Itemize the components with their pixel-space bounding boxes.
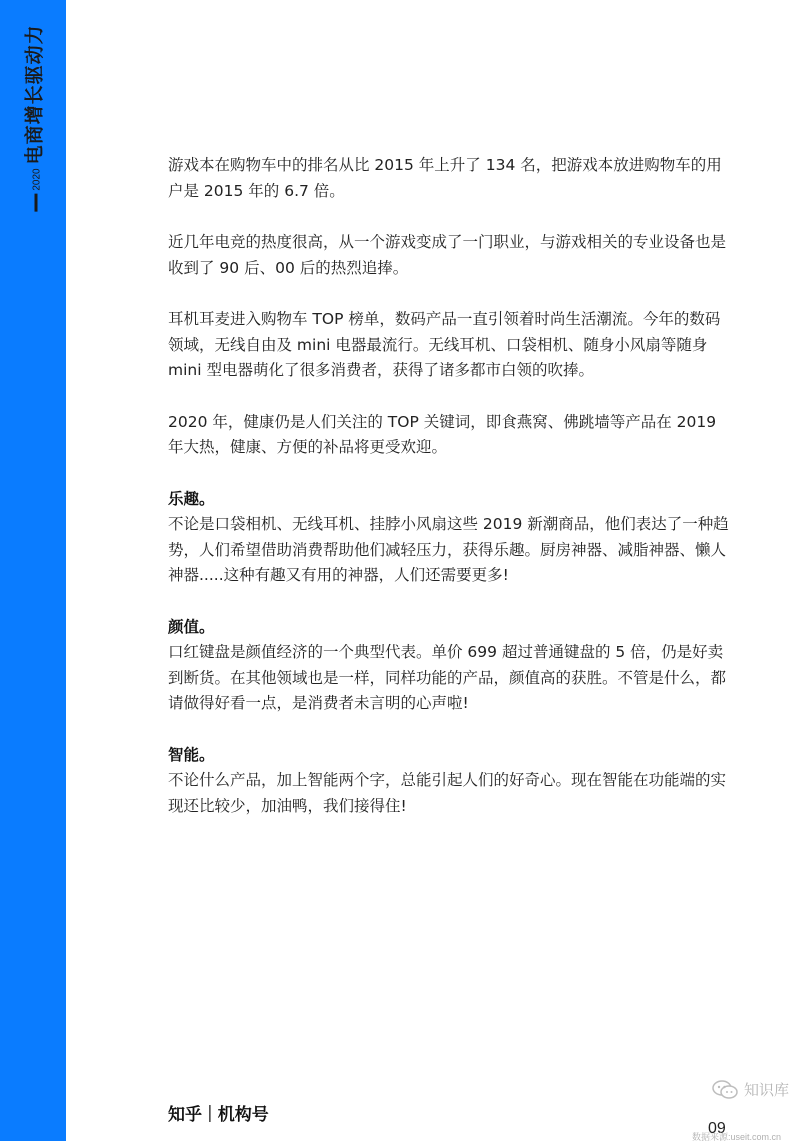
report-year: 2020: [31, 168, 43, 191]
paragraph-4: 2020 年，健康仍是人们关注的 TOP 关键词，即食燕窝、佛跳墙等产品在 2019 年大热，健康、方便的补品将更受欢迎。: [168, 412, 717, 456]
section-heading: 颜值。: [168, 617, 215, 636]
report-title: [20, 24, 47, 211]
section-body: 不论什么产品，加上智能两个字，总能引起人们的好奇心。现在智能在功能端的实现还比较少，加油鸭，我们接得住!: [168, 771, 727, 815]
main-content: [168, 153, 730, 845]
sidebar-band: [0, 0, 66, 1141]
paragraph-3: 耳机耳麦进入购物车 TOP 榜单，数码产品一直引领着时尚生活潮流。今年的数码领域，无线自由及 mini 电器最流行。无线耳机、口袋相机、随身小风扇等随身 mini 型电器萌化了很多消费者，获得了诸多都市白领的吹捧。: [168, 310, 721, 379]
section-body: 不论是口袋相机、无线耳机、挂脖小风扇这些 2019 新潮商品，他们表达了一种趋势，人们希望借助消费帮助他们减轻压力，获得乐趣。厨房神器、减脂神器、懒人神器.....这种有趣又有用的神器，人们还需要更多!: [168, 515, 729, 584]
section-smart: [168, 743, 730, 820]
watermark: [712, 1079, 789, 1100]
logo-org-text: 机构号: [217, 1105, 269, 1125]
section-fun: [168, 487, 730, 589]
section-heading: 乐趣。: [168, 489, 215, 508]
page-number: 09: [708, 1120, 726, 1137]
watermark-url: 数据来源:useit.com.cn: [692, 1132, 782, 1142]
title-bar-decoration: [35, 194, 38, 212]
logo-separator: |: [207, 1102, 213, 1123]
paragraph-1: 游戏本在购物车中的排名从比 2015 年上升了 134 名，把游戏本放进购物车的用户是 2015 年的 6.7 倍。: [168, 156, 722, 200]
section-heading: 智能。: [168, 745, 215, 764]
wechat-icon: [712, 1080, 738, 1100]
watermark-label: 知识库: [744, 1081, 790, 1099]
logo-zhihu-text: 知乎: [168, 1105, 202, 1125]
section-looks: [168, 615, 730, 717]
section-body: 口红键盘是颜值经济的一个典型代表。单价 699 超过普通键盘的 5 倍，仍是好卖到断货。在其他领域也是一样，同样功能的产品，颜值高的获胜。不管是什么，都请做得好看一点，是消费者未言明的心声啦!: [168, 643, 727, 712]
paragraph-2: 近几年电竞的热度很高，从一个游戏变成了一门职业，与游戏相关的专业设备也是收到了 90 后、00 后的热烈追捧。: [168, 233, 727, 277]
report-title-text: 电商增长驱动力: [23, 24, 46, 165]
zhihu-logo: [168, 1100, 269, 1125]
